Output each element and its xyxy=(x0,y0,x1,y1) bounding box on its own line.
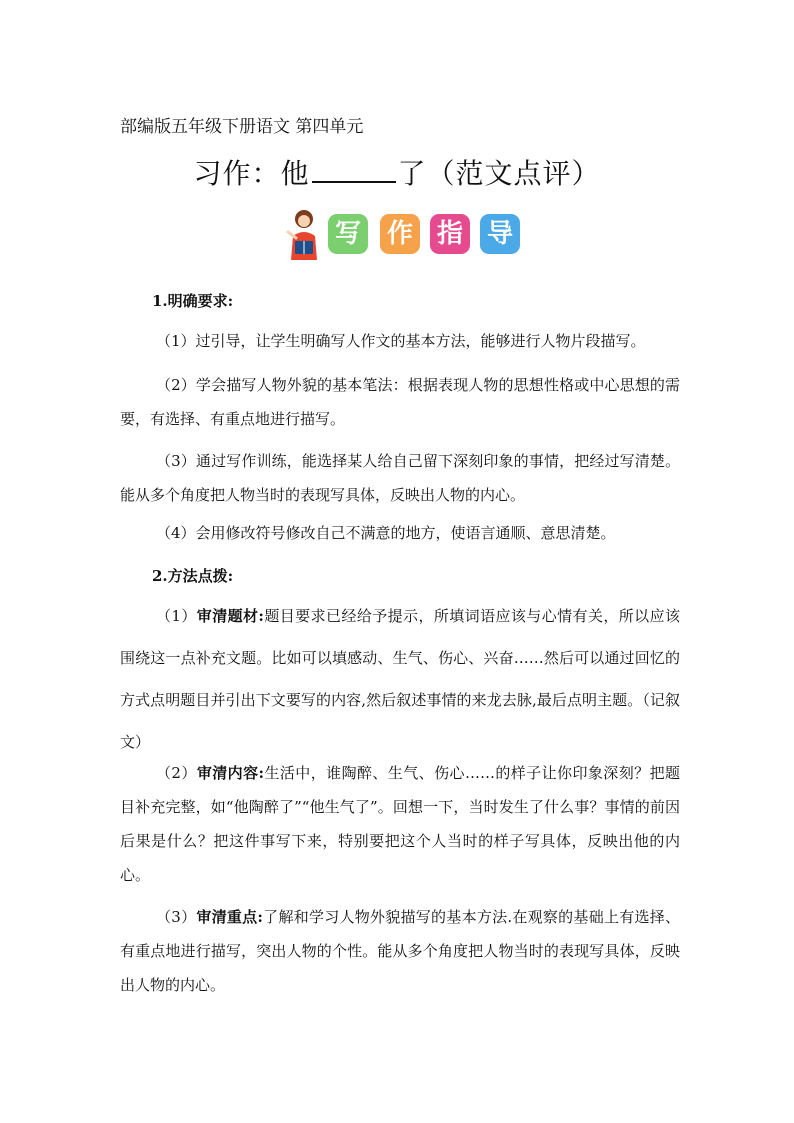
document-subtitle: 部编版五年级下册语文 第四单元 xyxy=(120,117,364,137)
banner-char-zhi: 指 xyxy=(430,214,470,254)
requirement-item-1: （1）过引导，让学生明确写人作文的基本方法，能够进行人物片段描写。 xyxy=(156,332,646,350)
requirement-item-4: （4）会用修改符号修改自己不满意的地方，使语言通顺、意思清楚。 xyxy=(156,524,616,542)
requirement-item-3: （3）通过写作训练，能选择某人给自己留下深刻印象的事情，把经过写清楚。能从多个角度把人物当时的表现写具体，反映出人物的内心。 xyxy=(120,452,680,504)
method-item-1-text: 题目要求已经给予提示，所填词语应该与心情有关，所以应该围绕这一点补充文题。比如可以填感动、生气、伤心、兴奋……然后可以通过回忆的方式点明题目并引出下文要写的内容,然后叙述事情的来龙去脉,最后点明主题。（记叙文） xyxy=(120,607,680,751)
method-item-3-label: 审清重点: xyxy=(196,908,263,926)
section2-heading: 2.方法点拨: xyxy=(152,567,234,585)
method-item-1 xyxy=(120,595,680,763)
method-item-2-label: 审清内容: xyxy=(196,764,265,782)
writing-guide-banner xyxy=(284,208,524,264)
method-item-2 xyxy=(120,756,680,892)
teacher-illustration-icon xyxy=(284,208,324,264)
title-blank xyxy=(312,157,396,183)
method-item-2-num: （2） xyxy=(156,764,197,782)
method-item-1-label: 审清题材: xyxy=(196,607,264,625)
banner-char-xie: 写 xyxy=(328,214,368,254)
method-item-2-text: 生活中，谁陶醉、生气、伤心……的样子让你印象深刻？把题目补充完整，如“他陶醉了”“他生气了”。回想一下，当时发生了什么事？事情的前因后果是什么？把这件事写下来，特别要把这个人当时的样子写具体，反映出他的内心。 xyxy=(120,764,680,884)
title-prefix: 习作：他 xyxy=(193,157,310,190)
title-suffix: 了（范文点评） xyxy=(397,157,601,190)
banner-char-dao: 导 xyxy=(480,214,520,254)
method-item-1-num: （1） xyxy=(156,607,197,625)
section1-heading: 1.明确要求: xyxy=(152,292,234,310)
requirement-item-2: （2）学会描写人物外貌的基本笔法：根据表现人物的思想性格或中心思想的需要，有选择、有重点地进行描写。 xyxy=(120,376,680,428)
document-title xyxy=(0,152,794,192)
method-item-3-text: 了解和学习人物外貌描写的基本方法.在观察的基础上有选择、有重点地进行描写，突出人物的个性。能从多个角度把人物当时的表现写具体，反映出人物的内心。 xyxy=(120,908,680,994)
method-item-3-num: （3） xyxy=(156,908,197,926)
banner-char-zuo: 作 xyxy=(380,214,420,254)
method-item-3 xyxy=(120,900,680,1002)
